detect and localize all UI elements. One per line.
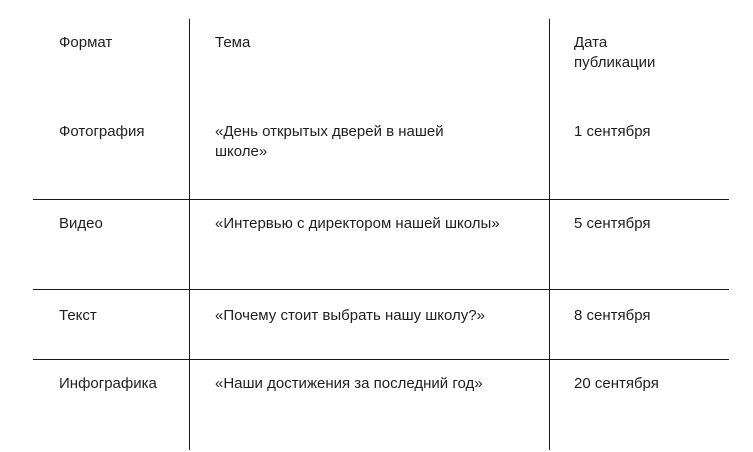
column-divider-2 [549, 19, 550, 450]
row-divider-3 [33, 359, 729, 360]
row-2-date: 5 сентября [574, 215, 651, 232]
row-1-date: 1 сентября [574, 123, 651, 140]
row-1-format: Фотография [59, 123, 145, 140]
row-4-format: Инфографика [59, 375, 157, 392]
header-topic: Тема [215, 34, 251, 51]
header-format: Формат [59, 34, 113, 51]
column-divider-1 [189, 19, 190, 450]
row-2-topic: «Интервью с директором нашей школы» [215, 215, 500, 232]
row-1-topic: «День открытых дверей в нашей школе» [215, 123, 444, 160]
row-divider-1 [33, 199, 729, 200]
row-3-topic: «Почему стоит выбрать нашу школу?» [215, 307, 485, 324]
content-plan-table [33, 19, 729, 450]
row-2-format: Видео [59, 215, 103, 232]
row-3-format: Текст [59, 307, 97, 324]
row-3-date: 8 сентября [574, 307, 651, 324]
header-date: Дата публикации [574, 34, 656, 71]
row-4-date: 20 сентября [574, 375, 659, 392]
row-divider-2 [33, 289, 729, 290]
row-4-topic: «Наши достижения за последний год» [215, 375, 483, 392]
